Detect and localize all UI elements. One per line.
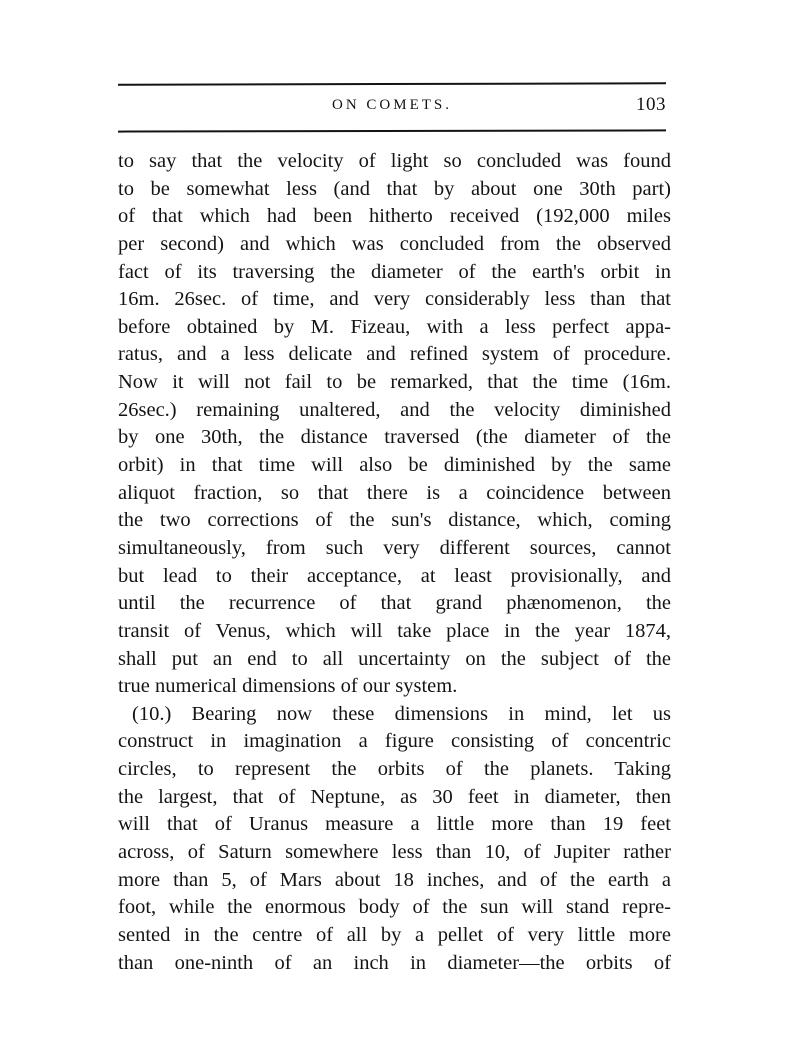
text-line: fact of its traversing the diameter of the earth's orbit in (118, 260, 671, 283)
text-line: will that of Uranus measure a little more than 19 feet (118, 813, 671, 836)
page-number: 103 (636, 94, 666, 115)
text-line: transit of Venus, which will take place in the year 1874, (118, 619, 671, 642)
text-line: but lead to their acceptance, at least provisionally, and (118, 564, 671, 587)
running-head (118, 90, 666, 120)
running-title: ON COMETS. (331, 97, 452, 113)
text-line: before obtained by M. Fizeau, with a less perfect appa- (118, 315, 671, 338)
header-rule-bottom (118, 129, 666, 132)
text-line: construct in imagination a figure consisting of concentric (118, 730, 671, 753)
text-line: until the recurrence of that grand phænomenon, the (118, 592, 671, 615)
text-line: to be somewhat less (and that by about one 30th part) (118, 177, 671, 200)
text-line: 16m. 26sec. of time, and very considerably less than that (118, 288, 671, 311)
text-line: to say that the velocity of light so concluded was found (118, 150, 671, 172)
text-line: aliquot fraction, so that there is a coincidence between (118, 481, 671, 504)
text-line: foot, while the enormous body of the sun will stand repre- (118, 896, 671, 919)
text-line: by one 30th, the distance traversed (the diameter of the (118, 426, 671, 449)
text-line: across, of Saturn somewhere less than 10, of Jupiter rather (118, 841, 671, 864)
header-rule-top (118, 82, 666, 85)
text-line: circles, to represent the orbits of the planets. Taking (118, 758, 671, 781)
text-line: orbit) in that time will also be diminished by the same (118, 454, 671, 477)
text-line: shall put an end to all uncertainty on the subject of the (118, 647, 671, 670)
text-line: simultaneously, from such very different sources, cannot (118, 536, 671, 559)
text-line: more than 5, of Mars about 18 inches, and of the earth a (118, 868, 671, 891)
text-line: ratus, and a less delicate and refined system of procedure. (118, 343, 671, 366)
text-line: the two corrections of the sun's distance, which, coming (118, 509, 671, 532)
text-line: (10.) Bearing now these dimensions in mind, let us (132, 702, 671, 725)
text-line: 26sec.) remaining unaltered, and the velocity diminished (118, 398, 671, 421)
body-text (118, 148, 671, 977)
text-line: sented in the centre of all by a pellet of very little more (118, 923, 671, 946)
text-line: per second) and which was concluded from the observed (118, 232, 671, 255)
text-line: of that which had been hitherto received (192,000 miles (118, 205, 671, 228)
text-line: Now it will not fail to be remarked, that the time (16m. (118, 371, 671, 394)
text-line: the largest, that of Neptune, as 30 feet in diameter, then (118, 785, 671, 808)
text-line: than one-ninth of an inch in diameter—the orbits of (118, 951, 671, 974)
text-line: true numerical dimensions of our system. (118, 675, 458, 698)
